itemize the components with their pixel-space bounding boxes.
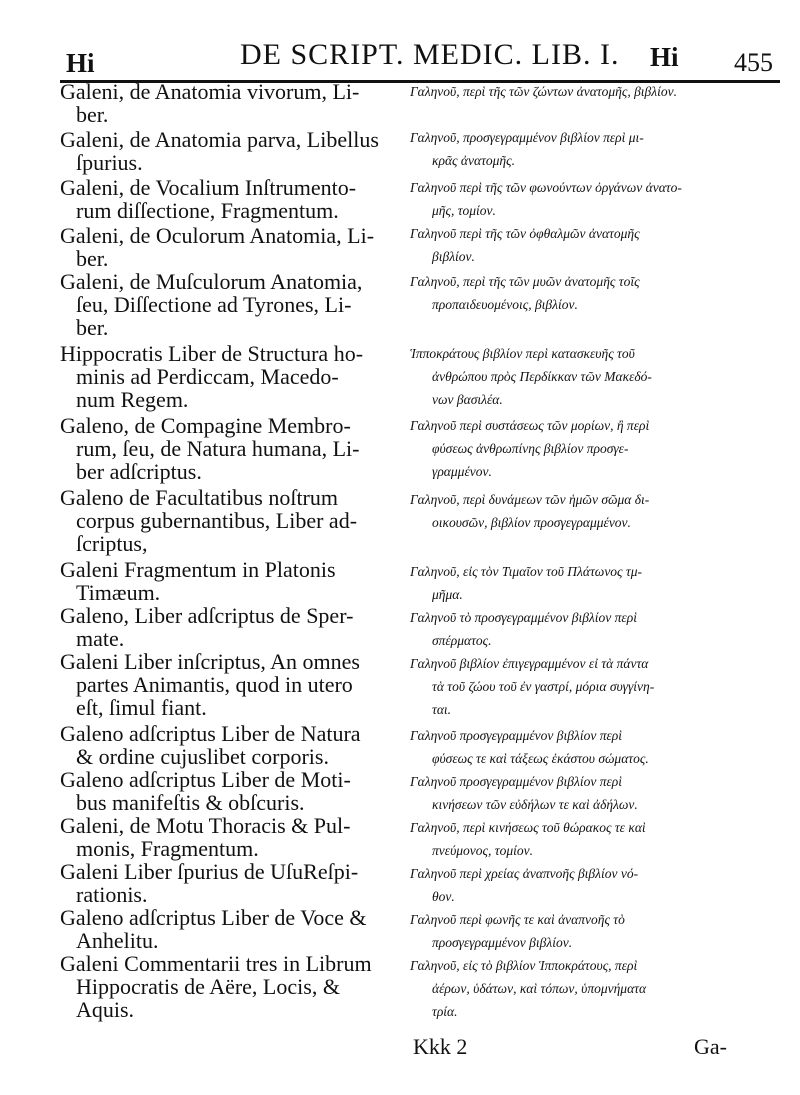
greek-entry (410, 770, 638, 816)
greek-entry-continuation-line: ἀνθρώπου πρὸς Περδίκκαν τῶν Μακεδό- (432, 369, 652, 384)
greek-entry (410, 560, 642, 606)
catchword: Ga- (694, 1034, 727, 1059)
latin-entry-continuation-line: bus manifeſtis & obſcuris. (76, 790, 305, 815)
latin-entry-continuation-line: ber adſcriptus. (76, 459, 202, 484)
latin-entry (60, 906, 367, 952)
latin-entry-first-line: Galeni, de Oculorum Anatomia, Li- (60, 223, 375, 248)
greek-entry (410, 414, 649, 483)
greek-entry (410, 652, 654, 721)
greek-entry-first-line: Γαληνοῦ, περὶ τῆς τῶν μυῶν ἀνατομῆς τοῖς (410, 274, 640, 289)
page-number: 455 (734, 48, 773, 77)
latin-entry-continuation-line: & ordine cujuslibet corporis. (76, 744, 329, 769)
greek-entry (410, 606, 637, 652)
greek-entry-continuation-line: ται. (432, 702, 452, 717)
latin-entry-continuation-line: eſt, ſimul fiant. (76, 695, 207, 720)
greek-entry (410, 862, 638, 908)
latin-entry-first-line: Galeni, de Anatomia vivorum, Li- (60, 79, 360, 104)
greek-entry-first-line: Γαληνοῦ περὶ τῆς τῶν ὀφθαλμῶν ἀνατομῆς (410, 226, 640, 241)
latin-entry-first-line: Galeni, de Vocalium Inſtrumento- (60, 175, 357, 200)
latin-entry (60, 952, 372, 1021)
latin-entry-continuation-line: Aquis. (76, 997, 135, 1022)
greek-entry-continuation-line: προπαιδευομένοις, βιβλίον. (432, 297, 578, 312)
latin-entry-continuation-line: ber. (76, 102, 109, 127)
latin-entry-first-line: Galeno adſcriptus Liber de Voce & (60, 905, 367, 930)
latin-entry-first-line: Galeni Commentarii tres in Librum (60, 951, 372, 976)
greek-entry-continuation-line: τὰ τοῦ ζώου τοῦ ἐν γαστρί, μόρια συγγίνη- (432, 679, 655, 694)
latin-entry (60, 486, 357, 555)
latin-entry-continuation-line: rum, ſeu, de Natura humana, Li- (76, 436, 360, 461)
greek-entry-first-line: Γαληνοῦ περὶ φωνῆς τε καὶ ἀναπνοῆς τὸ (410, 912, 625, 927)
latin-entry (60, 270, 362, 339)
latin-entry (60, 650, 360, 719)
greek-entry-first-line: Γαληνοῦ, περὶ δυνάμεων τῶν ἡμῶν σῶμα δι- (410, 492, 650, 507)
latin-entry (60, 768, 351, 814)
latin-entry-first-line: Galeni, de Anatomia parva, Libellus (60, 127, 379, 152)
greek-entry (410, 816, 646, 862)
left-signature: Hi (66, 48, 95, 78)
latin-entry-first-line: Galeno adſcriptus Liber de Natura (60, 721, 361, 746)
latin-entry (60, 342, 363, 411)
latin-entry (60, 128, 379, 174)
greek-entry-first-line: Γαληνοῦ προσγεγραμμένον βιβλίον περὶ (410, 728, 623, 743)
latin-entry (60, 224, 374, 270)
latin-entry-first-line: Galeno, Liber adſcriptus de Sper- (60, 603, 354, 628)
greek-entry (410, 908, 625, 954)
latin-entry-first-line: Galeni Liber ſpurius de UſuReſpi- (60, 859, 359, 884)
greek-entry-continuation-line: προσγεγραμμένον βιβλίον. (432, 935, 573, 950)
greek-entry (410, 488, 649, 534)
signature-mark: Kkk 2 (413, 1034, 468, 1059)
greek-entry-first-line: Γαληνοῦ, προσγεγραμμένον βιβλίον περὶ μι- (410, 130, 644, 145)
greek-entry-continuation-line: κρᾶς ἀνατομῆς. (432, 153, 515, 168)
latin-entry-continuation-line: ſcriptus, (76, 531, 148, 556)
latin-entry-continuation-line: minis ad Perdiccam, Macedo- (76, 364, 339, 389)
latin-entry-continuation-line: Hippocratis de Aëre, Locis, & (76, 974, 340, 999)
greek-entry-first-line: Γαληνοῦ, περὶ τῆς τῶν ζώντων ἀνατομῆς, βιβλίον. (410, 84, 677, 99)
greek-entry-continuation-line: τρία. (432, 1004, 458, 1019)
greek-entry-continuation-line: νων βασιλέα. (432, 392, 503, 407)
latin-entry-continuation-line: rum diſſectione, Fragmentum. (76, 198, 339, 223)
latin-entry (60, 176, 356, 222)
greek-entry-continuation-line: φύσεως τε καὶ τάξεως ἑκάστου σώματος. (432, 751, 649, 766)
greek-entry-first-line: Ἱπποκράτους βιβλίον περὶ κατασκευῆς τοῦ (410, 346, 635, 361)
greek-entry (410, 126, 644, 172)
greek-entry-continuation-line: μῆς, τομίον. (432, 203, 496, 218)
greek-entry-first-line: Γαληνοῦ περὶ τῆς τῶν φωνούντων ὀργάνων ἀνατο- (410, 180, 682, 195)
greek-entry (410, 176, 682, 222)
greek-entry-first-line: Γαληνοῦ περὶ συστάσεως τῶν μορίων, ἢ περὶ (410, 418, 650, 433)
latin-entry-first-line: Galeno de Facultatibus noſtrum (60, 485, 338, 510)
greek-entry-first-line: Γαληνοῦ περὶ χρείας ἀναπνοῆς βιβλίον νό- (410, 866, 639, 881)
greek-entry-continuation-line: κινήσεων τῶν εὐδήλων τε καὶ ἀδήλων. (432, 797, 638, 812)
greek-entry-first-line: Γαληνοῦ, εἰς τὸ βιβλίον Ἱπποκράτους, περὶ (410, 958, 638, 973)
latin-entry-first-line: Galeni Fragmentum in Platonis (60, 557, 336, 582)
greek-entry-first-line: Γαληνοῦ βιβλίον ἐπιγεγραμμένον εἰ τὰ πάντα (410, 656, 649, 671)
latin-entry-continuation-line: partes Animantis, quod in utero (76, 672, 353, 697)
greek-entry-continuation-line: θον. (432, 889, 455, 904)
latin-entry-continuation-line: rationis. (76, 882, 148, 907)
greek-entry-continuation-line: φύσεως ἀνθρωπίνης βιβλίον προσγε- (432, 441, 629, 456)
running-title: DE SCRIPT. MEDIC. LIB. I. (240, 38, 620, 71)
latin-entry-continuation-line: Timæum. (76, 580, 161, 605)
greek-entry (410, 724, 649, 770)
latin-entry-continuation-line: corpus gubernantibus, Liber ad- (76, 508, 358, 533)
latin-entry (60, 860, 358, 906)
latin-entry-first-line: Hippocratis Liber de Structura ho- (60, 341, 364, 366)
running-header (60, 38, 780, 84)
latin-entry (60, 814, 350, 860)
latin-entry-first-line: Galeno, de Compagine Membro- (60, 413, 351, 438)
greek-entry-continuation-line: μῆμα. (432, 587, 463, 602)
latin-entry (60, 80, 359, 126)
right-signature: Hi (650, 42, 679, 72)
latin-entry (60, 414, 359, 483)
greek-entry-first-line: Γαληνοῦ προσγεγραμμένον βιβλίον περὶ (410, 774, 623, 789)
greek-entry-continuation-line: βιβλίον. (432, 249, 475, 264)
greek-entry-first-line: Γαληνοῦ, περὶ κινήσεως τοῦ θώρακος τε καὶ (410, 820, 646, 835)
greek-entry (410, 80, 677, 103)
greek-entry-continuation-line: ἀέρων, ὑδάτων, καὶ τόπων, ὑπομνήματα (432, 981, 647, 996)
latin-entry (60, 722, 361, 768)
latin-entry-continuation-line: ber. (76, 246, 109, 271)
latin-entry-first-line: Galeni Liber inſcriptus, An omnes (60, 649, 360, 674)
latin-entry-continuation-line: ſeu, Diſſectione ad Tyrones, Li- (76, 292, 352, 317)
latin-entry-first-line: Galeno adſcriptus Liber de Moti- (60, 767, 351, 792)
latin-entry-continuation-line: num Regem. (76, 387, 189, 412)
greek-entry-continuation-line: σπέρματος. (432, 633, 492, 648)
latin-entry-continuation-line: mate. (76, 626, 125, 651)
greek-entry (410, 222, 640, 268)
latin-entry-continuation-line: ber. (76, 315, 109, 340)
latin-entry-first-line: Galeni, de Muſculorum Anatomia, (60, 269, 363, 294)
greek-entry (410, 270, 640, 316)
latin-entry (60, 604, 353, 650)
greek-entry (410, 954, 646, 1023)
latin-entry-first-line: Galeni, de Motu Thoracis & Pul- (60, 813, 351, 838)
greek-entry-continuation-line: γραμμένον. (432, 464, 492, 479)
greek-entry-continuation-line: οικουσῶν, βιβλίον προσγεγραμμένον. (432, 515, 631, 530)
greek-entry-first-line: Γαληνοῦ τὸ προσγεγραμμένον βιβλίον περὶ (410, 610, 637, 625)
latin-entry-continuation-line: monis, Fragmentum. (76, 836, 259, 861)
latin-entry (60, 558, 336, 604)
latin-entry-continuation-line: ſpurius. (76, 150, 143, 175)
greek-entry (410, 342, 652, 411)
latin-entry-continuation-line: Anhelitu. (76, 928, 159, 953)
greek-entry-continuation-line: πνεύμονος, τομίον. (432, 843, 533, 858)
greek-entry-first-line: Γαληνοῦ, εἰς τὸν Τιμαῖον τοῦ Πλάτωνος τμ- (410, 564, 643, 579)
